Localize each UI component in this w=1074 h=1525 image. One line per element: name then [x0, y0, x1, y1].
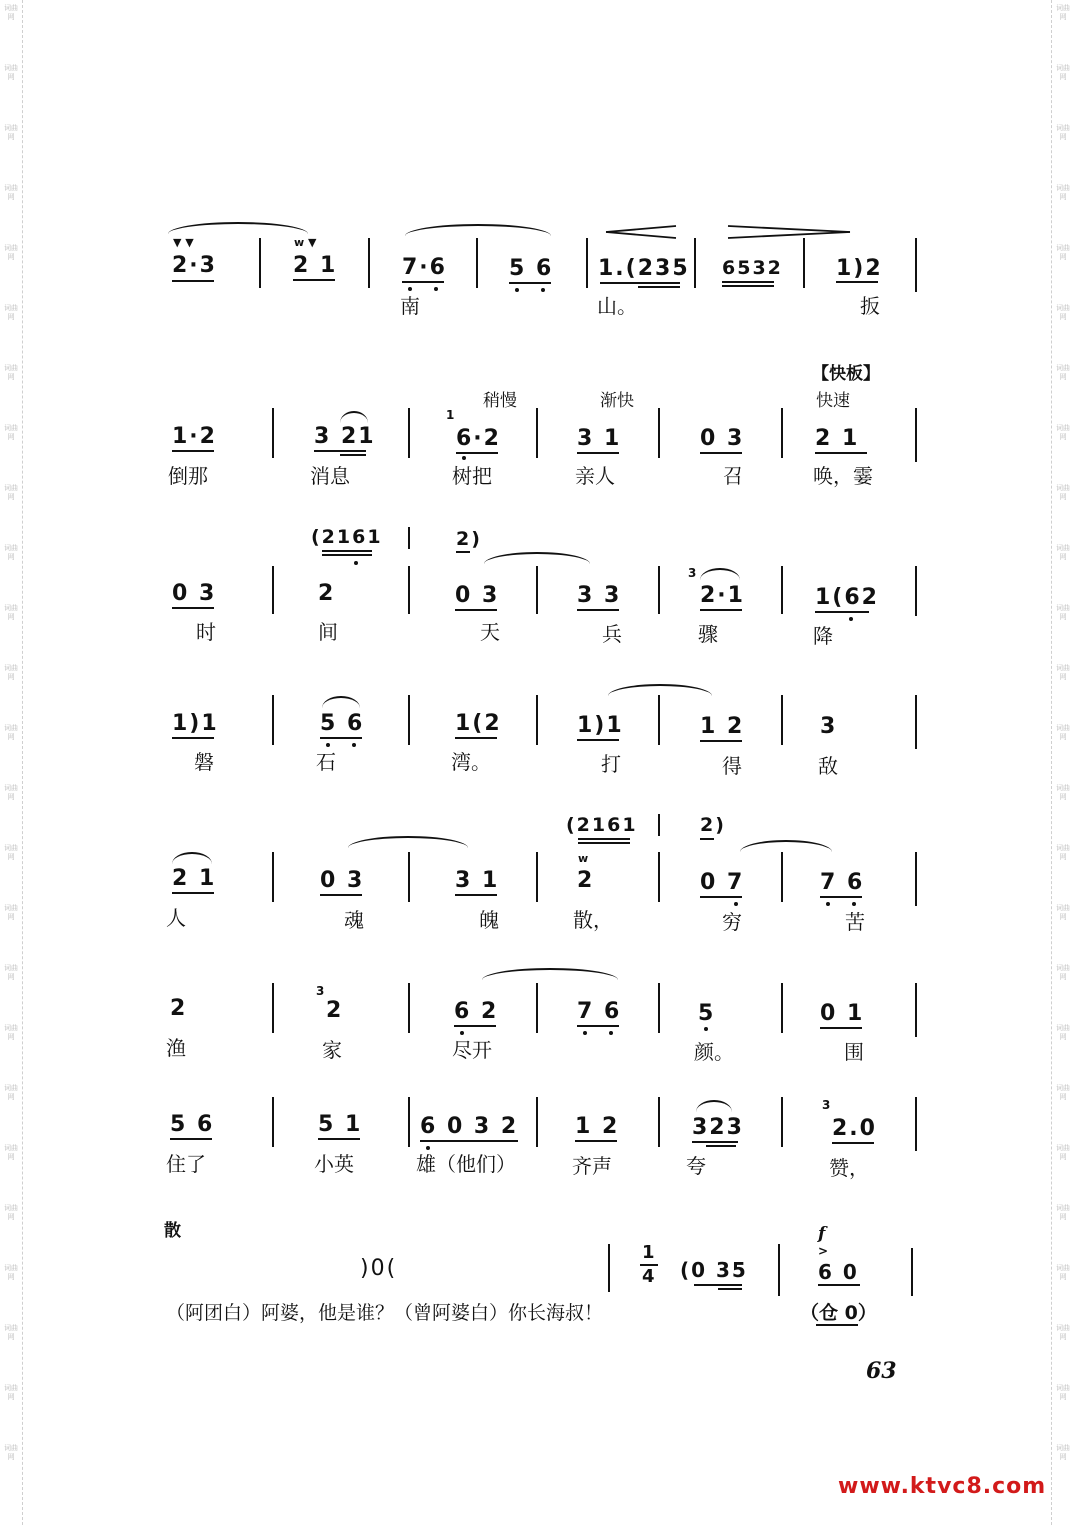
- slur: [322, 696, 360, 708]
- page-number: 63: [866, 1358, 897, 1384]
- note-group: 2: [318, 581, 336, 606]
- barline: [781, 1097, 783, 1147]
- lyric: 降: [813, 624, 833, 648]
- note-group: 0 3: [455, 583, 500, 608]
- watermark-text: 词曲网: [4, 244, 18, 261]
- tempo-mark-kuaiban: 【快板】: [812, 364, 880, 384]
- slur: [405, 224, 551, 236]
- underline: [172, 892, 214, 894]
- lyric: 得: [722, 754, 742, 778]
- low-dot: [354, 561, 358, 565]
- lyric: 人: [166, 906, 186, 930]
- underline: [402, 281, 444, 283]
- note-group: 6·2: [456, 426, 501, 451]
- slur: [340, 411, 368, 423]
- watermark-text: 词曲网: [4, 1024, 18, 1041]
- note-group: 5: [698, 1001, 716, 1026]
- lyric: 打: [601, 752, 621, 776]
- barline: [408, 408, 410, 458]
- accent-mark: >: [818, 1244, 829, 1258]
- watermark-text: 词曲网: [1056, 304, 1070, 321]
- note-group: 1·2: [172, 424, 217, 449]
- accompaniment-notes: 2): [456, 528, 482, 550]
- trill-mark: ᴡ ▼: [294, 236, 317, 249]
- note-group: 0 3: [700, 426, 745, 451]
- watermark-text: 词曲网: [1056, 664, 1070, 681]
- underline: [455, 609, 497, 611]
- watermark-text: 词曲网: [4, 1084, 18, 1101]
- note-group: 1(62: [815, 585, 879, 610]
- lyric: 魄: [479, 908, 499, 932]
- lyric: 赞，: [829, 1156, 869, 1180]
- barline: [658, 852, 660, 902]
- underline: [172, 280, 214, 282]
- lyric: 召: [723, 464, 743, 488]
- barline: [658, 695, 660, 745]
- grace-note: 1: [446, 408, 455, 422]
- note-group: 3 1: [455, 868, 500, 893]
- watermark-text: 词曲网: [1056, 544, 1070, 561]
- watermark-text: 词曲网: [1056, 1444, 1070, 1461]
- underline: [455, 894, 497, 896]
- underline: [172, 607, 214, 609]
- barline: [272, 695, 274, 745]
- lyric: 间: [318, 620, 338, 644]
- crescendo-hairpin: [604, 224, 678, 240]
- underline: [340, 454, 366, 456]
- barline: [368, 238, 370, 288]
- lyric: 石: [316, 750, 336, 774]
- slur: [608, 684, 712, 696]
- lyric: 山。: [597, 294, 637, 318]
- note-group: 2 1: [293, 253, 338, 278]
- slur: [172, 852, 212, 864]
- slur: [740, 840, 832, 852]
- underline: [820, 896, 862, 898]
- barline: [781, 852, 783, 902]
- barline: [915, 1097, 917, 1151]
- lyric: 夸: [686, 1154, 706, 1178]
- barline: [272, 1097, 274, 1147]
- underline: [815, 611, 869, 613]
- watermark-text: 词曲网: [4, 904, 18, 921]
- note-group: 1)1: [577, 713, 624, 738]
- lyric: 渔: [166, 1036, 186, 1060]
- low-dot: [704, 1027, 708, 1031]
- underline: [320, 737, 362, 739]
- lyric: 围: [844, 1040, 864, 1064]
- note-group: 2.0: [832, 1116, 877, 1141]
- watermark-text: 词曲网: [1056, 724, 1070, 741]
- watermark-text: 词曲网: [1056, 184, 1070, 201]
- lyric: 散，: [573, 908, 613, 932]
- barline: [781, 408, 783, 458]
- barline: [658, 983, 660, 1033]
- watermark-text: 词曲网: [4, 724, 18, 741]
- tempo-mark-jiankuai: 渐快: [600, 391, 634, 411]
- underline: [322, 554, 372, 556]
- accompaniment-notes: (2161: [311, 526, 383, 548]
- note-group: 2: [170, 996, 188, 1021]
- percussion-note: （仓 0）: [800, 1302, 877, 1324]
- underline: [456, 551, 470, 553]
- barline: [915, 566, 917, 616]
- underline: [700, 896, 742, 898]
- underline: [320, 894, 362, 896]
- note-group: 5 6: [170, 1112, 215, 1137]
- lyric: 住了: [166, 1152, 206, 1176]
- watermark-text: 词曲网: [4, 1144, 18, 1161]
- underline: [456, 452, 498, 454]
- underline: [578, 838, 630, 840]
- lyric: 天: [480, 620, 500, 644]
- lyric: 家: [322, 1038, 342, 1062]
- barline: [536, 566, 538, 614]
- barline: [408, 852, 410, 902]
- note-group: 7 6: [820, 870, 865, 895]
- watermark-text: 词曲网: [1056, 1204, 1070, 1221]
- watermark-text: 词曲网: [1056, 64, 1070, 81]
- underline: [577, 1025, 619, 1027]
- low-dot: [583, 1031, 587, 1035]
- low-dot: [541, 288, 545, 292]
- underline: [172, 737, 214, 739]
- watermark-text: 词曲网: [4, 364, 18, 381]
- underline: [600, 282, 680, 284]
- watermark-text: 词曲网: [1056, 1384, 1070, 1401]
- barline: [536, 695, 538, 745]
- underline: [706, 1145, 736, 1147]
- barline: [586, 238, 588, 288]
- lyric: 树把: [452, 464, 492, 488]
- underline: [577, 609, 619, 611]
- decrescendo-hairpin: [726, 224, 854, 240]
- watermark-text: 词曲网: [1056, 964, 1070, 981]
- lyric: 南: [400, 294, 420, 318]
- note-group: 6532: [722, 257, 783, 279]
- lyric: 魂: [344, 908, 364, 932]
- slur: [348, 836, 468, 848]
- watermark-text: 词曲网: [1056, 124, 1070, 141]
- note-group: 5 6: [509, 256, 554, 281]
- accent-marks: ▼ ▼: [173, 236, 194, 249]
- watermark-text: 词曲网: [1056, 1144, 1070, 1161]
- barline: [915, 983, 917, 1037]
- note-group: 1 2: [700, 714, 745, 739]
- note-group: 0 7: [700, 870, 745, 895]
- grace-note: 3: [822, 1098, 831, 1112]
- watermark-text: 词曲网: [1056, 844, 1070, 861]
- underline: [815, 452, 867, 454]
- san-marking: 散: [164, 1221, 181, 1241]
- watermark-text: 词曲网: [4, 784, 18, 801]
- lyric: 雄（他们）: [416, 1152, 516, 1176]
- barline: [658, 814, 660, 836]
- watermark-text: 词曲网: [1056, 484, 1070, 501]
- note-group: 5 6: [320, 711, 365, 736]
- watermark-text: 词曲网: [1056, 364, 1070, 381]
- lyric: 敌: [818, 754, 838, 778]
- underline: [577, 452, 619, 454]
- barline: [536, 1097, 538, 1147]
- barline: [781, 566, 783, 614]
- slur: [168, 222, 308, 234]
- watermark-text: 词曲网: [4, 304, 18, 321]
- underline: [322, 550, 372, 552]
- watermark-text: 词曲网: [4, 4, 18, 21]
- lyric: 尽开: [452, 1038, 492, 1062]
- watermark-text: 词曲网: [1056, 424, 1070, 441]
- barline: [781, 983, 783, 1033]
- note-group: 2: [577, 868, 595, 893]
- barline: [658, 566, 660, 614]
- note-group: 0 3: [320, 868, 365, 893]
- note-group: 1 2: [575, 1114, 620, 1139]
- trill-mark: ᴡ: [578, 852, 589, 865]
- watermark-text: 词曲网: [1056, 1324, 1070, 1341]
- underline: [293, 279, 335, 281]
- slur: [484, 552, 590, 564]
- watermark-text: 词曲网: [1056, 604, 1070, 621]
- lyric: 倒那: [168, 464, 208, 488]
- barline: [408, 1097, 410, 1147]
- note-group: 6 2: [454, 999, 499, 1024]
- lyric: 消息: [310, 464, 350, 488]
- barline: [915, 238, 917, 292]
- note-group: 2: [326, 998, 344, 1023]
- watermark-text: 词曲网: [4, 1384, 18, 1401]
- underline: [700, 740, 742, 742]
- barline: [915, 852, 917, 906]
- barline: [915, 695, 917, 749]
- lyric: 时: [196, 620, 216, 644]
- lyric: 骤: [698, 622, 718, 646]
- note-group: 7·6: [402, 255, 447, 280]
- note-group: 3 21: [314, 424, 376, 449]
- barline: [536, 983, 538, 1033]
- low-dot: [609, 1031, 613, 1035]
- underline: [700, 452, 742, 454]
- slur: [700, 568, 740, 580]
- low-dot: [826, 902, 830, 906]
- lyric: 扳: [860, 294, 880, 318]
- barline: [911, 1248, 913, 1296]
- underline: [694, 1284, 742, 1286]
- watermark-text: 词曲网: [1056, 1024, 1070, 1041]
- accompaniment-notes: 2): [700, 814, 726, 836]
- watermark-text: 词曲网: [4, 64, 18, 81]
- note-group: 6 0: [818, 1260, 859, 1284]
- note-group: 323: [692, 1115, 744, 1140]
- note-group: 2 1: [815, 426, 860, 451]
- note-group: 2·1: [700, 583, 745, 608]
- lyric: 穷: [722, 910, 742, 934]
- barline: [408, 983, 410, 1033]
- barline: [658, 1097, 660, 1147]
- watermark-text: 词曲网: [4, 124, 18, 141]
- barline: [781, 695, 783, 745]
- watermark-text: 词曲网: [1056, 1084, 1070, 1101]
- low-dot: [352, 743, 356, 747]
- note-group: 1)1: [172, 711, 219, 736]
- note-group: 2·3: [172, 253, 217, 278]
- watermark-text: 词曲网: [4, 484, 18, 501]
- barline: [778, 1244, 780, 1296]
- underline: [578, 842, 630, 844]
- tempo-mark-shaoman: 稍慢: [483, 391, 517, 411]
- underline: [722, 281, 774, 283]
- watermark-text: 词曲网: [4, 844, 18, 861]
- lyric: 小英: [314, 1152, 354, 1176]
- note-group: 6 0 3 2: [420, 1114, 519, 1139]
- watermark-text: 词曲网: [4, 664, 18, 681]
- lyric: 齐声: [572, 1154, 612, 1178]
- underline: [700, 838, 714, 840]
- note-group: 3 3: [577, 583, 622, 608]
- underline: [318, 1138, 360, 1140]
- watermark-text: 词曲网: [1056, 244, 1070, 261]
- underline: [420, 1140, 518, 1142]
- barline: [915, 408, 917, 462]
- note-group: 7 6: [577, 999, 622, 1024]
- note-group: 3 1: [577, 426, 622, 451]
- tempo-mark-kuaisu: 快速: [816, 391, 850, 411]
- time-signature-top: 1: [642, 1242, 657, 1263]
- watermark-text: 词曲网: [4, 1324, 18, 1341]
- lyric: 磐: [194, 750, 214, 774]
- rest-marker: )0(: [360, 1256, 398, 1281]
- grace-note: 3: [316, 984, 325, 998]
- watermark-text: 词曲网: [4, 964, 18, 981]
- lyric: 兵: [602, 622, 622, 646]
- note-group: 5 1: [318, 1112, 363, 1137]
- slur: [482, 968, 618, 980]
- barline: [658, 408, 660, 458]
- barline: [272, 983, 274, 1033]
- underline: [816, 1324, 858, 1326]
- watermark-text: 词曲网: [4, 604, 18, 621]
- accompaniment-notes: (2161: [566, 814, 638, 836]
- low-dot: [849, 617, 853, 621]
- watermark-text: 词曲网: [1056, 1264, 1070, 1281]
- spoken-dialogue: （阿团白）阿婆，他是谁？（曾阿婆白）你长海叔！: [166, 1302, 604, 1324]
- underline: [832, 1142, 874, 1144]
- note-group: 1)2: [836, 256, 883, 281]
- note-group: 0 1: [820, 1001, 865, 1026]
- underline: [575, 1140, 617, 1142]
- barline: [608, 1244, 610, 1292]
- underline: [172, 450, 214, 452]
- watermark-text: 词曲网: [4, 184, 18, 201]
- underline: [314, 450, 366, 452]
- lyric: 苦: [845, 910, 865, 934]
- watermark-text: 词曲网: [4, 544, 18, 561]
- underline: [638, 286, 680, 288]
- barline: [408, 527, 410, 549]
- lyric: 颜。: [694, 1040, 734, 1064]
- note-group: 2 1: [172, 866, 217, 891]
- barline: [272, 566, 274, 614]
- underline: [692, 1141, 738, 1143]
- underline: [577, 739, 619, 741]
- underline: [820, 1027, 862, 1029]
- underline: [454, 1025, 496, 1027]
- underline: [818, 1284, 860, 1286]
- barline: [536, 852, 538, 902]
- watermark-text: 词曲网: [4, 1444, 18, 1461]
- underline: [455, 737, 497, 739]
- barline: [272, 408, 274, 458]
- dynamic-forte: f: [818, 1224, 826, 1244]
- grace-note: 3: [688, 566, 697, 580]
- underline: [700, 609, 742, 611]
- note-group: 3: [820, 714, 838, 739]
- barline: [803, 238, 805, 288]
- barline: [272, 852, 274, 902]
- watermark-text: 词曲网: [4, 1264, 18, 1281]
- underline: [722, 285, 774, 287]
- watermark-text: 词曲网: [1056, 784, 1070, 801]
- low-dot: [515, 288, 519, 292]
- watermark-text: 词曲网: [4, 1204, 18, 1221]
- site-watermark: www.ktvc8.com: [838, 1474, 1047, 1499]
- low-dot: [434, 287, 438, 291]
- barline: [259, 238, 261, 288]
- watermark-text: 词曲网: [1056, 4, 1070, 21]
- underline: [170, 1138, 212, 1140]
- barline: [408, 566, 410, 614]
- note-group: 1.(235: [598, 256, 690, 281]
- time-signature-bottom: 4: [642, 1266, 657, 1287]
- note-group: (0 35: [680, 1258, 748, 1282]
- watermark-text: 词曲网: [4, 424, 18, 441]
- underline: [509, 282, 551, 284]
- lyric: 唤，霎: [813, 464, 873, 488]
- note-group: 0 3: [172, 581, 217, 606]
- barline: [536, 408, 538, 458]
- underline: [836, 281, 878, 283]
- underline: [718, 1288, 742, 1290]
- lyric: 湾。: [451, 750, 491, 774]
- barline: [408, 695, 410, 745]
- note-group: 1(2: [455, 711, 502, 736]
- watermark-text: 词曲网: [1056, 904, 1070, 921]
- barline: [694, 238, 696, 288]
- barline: [476, 238, 478, 288]
- slur: [696, 1100, 732, 1112]
- lyric: 亲人: [575, 464, 615, 488]
